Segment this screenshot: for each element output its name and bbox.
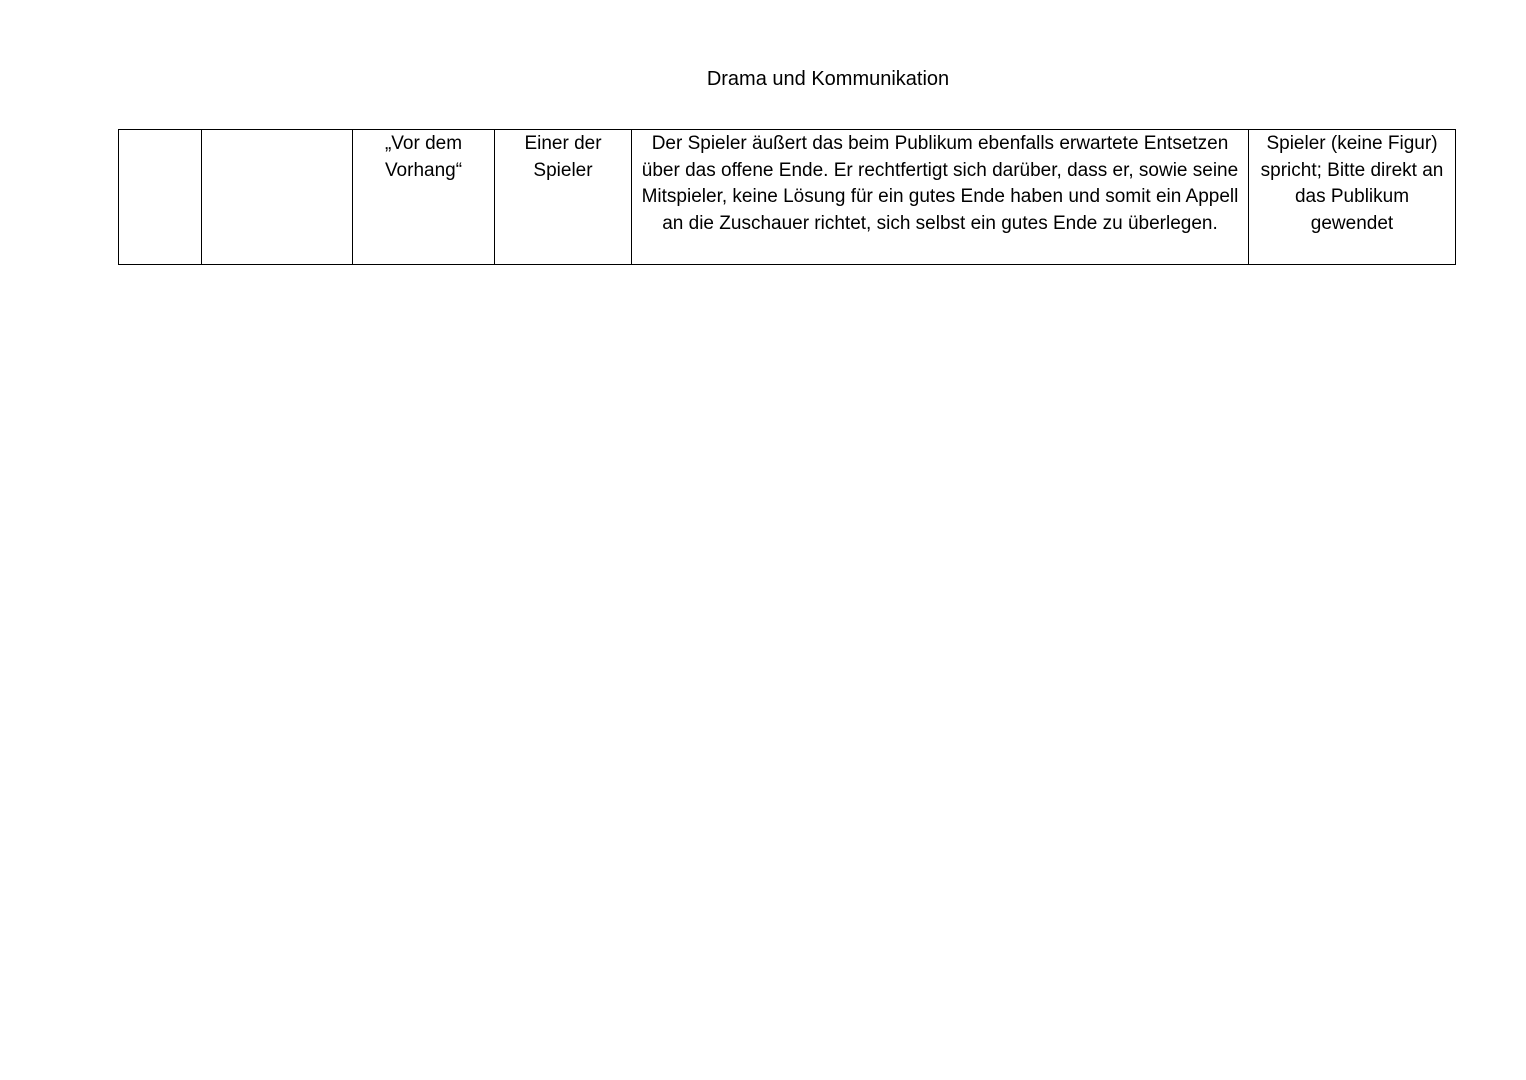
page-title: Drama und Kommunikation	[706, 68, 950, 90]
table-cell-2	[202, 130, 353, 265]
table-cell-content: Der Spieler äußert das beim Publikum ebenfalls erwartete Entsetzen über das offene Ende. Er rechtfertigt sich darüber, dass er, sowie seine Mitspieler, keine Lösung für ein gutes Ende haben und somit ein Appell an die Zuschauer richtet, sich selbst ein gutes Ende zu überlegen.	[632, 130, 1249, 265]
scene-analysis-table	[118, 129, 1456, 265]
table-cell-speaker: Einer der Spieler	[495, 130, 632, 265]
table-cell-1	[119, 130, 202, 265]
table-cell-communication: Spieler (keine Figur) spricht; Bitte direkt an das Publikum gewendet	[1249, 130, 1456, 265]
table-cell-scene: „Vor dem Vorhang“	[353, 130, 495, 265]
table-row	[119, 130, 1456, 265]
